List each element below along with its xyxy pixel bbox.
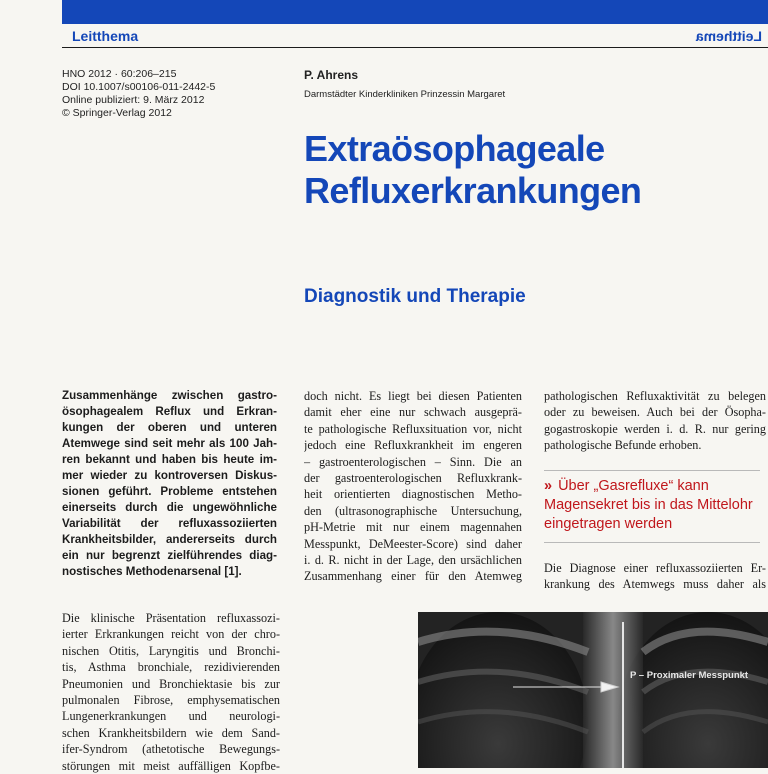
title-line-2: Refluxerkrankungen — [304, 170, 642, 211]
xray-image — [418, 612, 768, 768]
body-line: Die Diagnose einer refluxassoziierten Er- — [544, 561, 766, 575]
abstract-line: ein nur begrenzt zielführendes diag- — [62, 549, 277, 562]
author-affiliation: Darmstädter Kinderkliniken Prinzessin Margaret — [304, 89, 506, 100]
abstract-line: Zusammenhänge zwischen gastro- — [62, 389, 277, 402]
pull-quote — [544, 470, 760, 543]
article-subtitle: Diagnostik und Therapie — [304, 286, 526, 307]
abstract-line: Variabilität der refluxassoziierten — [62, 517, 277, 530]
body-line: pH-Metrie mit nur einem magennahen — [304, 520, 522, 535]
body-line: Messpunkt, DeMeester-Score) sind daher — [304, 536, 522, 551]
abstract-line: einerseits durch die ungewöhnliche — [62, 501, 277, 514]
body-line: i. d. R. nicht in der Lage, den ursächlichen — [304, 553, 522, 568]
figure-annotation: P – Proximaler Messpunkt — [630, 670, 749, 681]
body-line: te pathologische Refluxsituation vor, nicht — [304, 421, 522, 436]
double-chevron-icon: » — [544, 478, 553, 494]
body-line: pulmonalen Fibrose, emphysematischen — [62, 693, 280, 708]
article-title — [304, 128, 744, 212]
body-line: Lungenerkrankungen und neurologi- — [62, 709, 280, 724]
body-line: oder zu beweisen. Auch bei der Ösopha- — [544, 405, 766, 420]
body-column-2 — [304, 388, 522, 585]
body-line: Die klinische Präsentation refluxassozi- — [62, 611, 280, 625]
pull-quote-text: Über „Gasrefluxe“ kann — [558, 478, 709, 494]
body-line: pathologische Befunde erhoben. — [544, 438, 702, 453]
title-line-1: Extraösophageale — [304, 128, 605, 169]
body-line: jedoch eine Refluxkrankheit im engeren — [304, 438, 522, 453]
abstract-line: ösophagealem Reflux und Erkran- — [62, 405, 277, 418]
pull-quote-line — [544, 477, 760, 496]
publication-meta — [62, 68, 262, 120]
body-line: tis, Asthma bronchiale, rezidivierenden — [62, 660, 280, 675]
journal-citation: HNO 2012 · 60:206–215 — [62, 68, 177, 80]
body-line: schen Krankheitsbildern wie dem Sand- — [62, 725, 280, 740]
body-column-1 — [62, 610, 280, 774]
body-line: störungen mit meist auffälligen Kopfbe- — [62, 758, 280, 773]
body-line: gogastroskopie werden i. d. R. nur gering — [544, 421, 766, 436]
abstract — [62, 388, 277, 580]
abstract-line: ren bekannt und haben bis heute im- — [62, 453, 277, 466]
body-line: heit orientierten diagnostischen Metho- — [304, 487, 522, 502]
body-line: den (ultrasonographische Untersuchung, — [304, 503, 522, 518]
body-line: krankung des Atemwegs muss daher als — [544, 577, 766, 592]
copyright: © Springer-Verlag 2012 — [62, 107, 172, 119]
body-column-3-top — [544, 388, 766, 454]
body-line: Zusammenhang einer für den Atemweg — [304, 569, 522, 584]
abstract-line: Krankheitsbilder, andererseits durch — [62, 533, 277, 546]
body-line: doch nicht. Es liegt bei diesen Patienten — [304, 389, 522, 403]
body-line: Pneumonien und Bronchiektasie bis zur — [62, 676, 280, 691]
author-name: P. Ahrens — [304, 68, 359, 82]
abstract-line: Atemwege sind seit mehr als 100 Jah- — [62, 437, 277, 450]
section-label: Leitthema — [72, 28, 139, 44]
body-line: ifer-Syndrom (athetotische Bewegungs- — [62, 742, 280, 757]
body-column-3-bottom — [544, 560, 766, 593]
abstract-line: kungen der oberen und unteren — [62, 421, 277, 434]
body-line: damit eher eine nur schwach ausgeprä- — [304, 405, 522, 420]
header-color-bar — [62, 0, 768, 24]
body-line: der gastroenterologischen Refluxkrank- — [304, 471, 522, 486]
section-header — [62, 24, 768, 48]
pull-quote-line: Magensekret bis in das Mittelohr — [544, 497, 753, 513]
pull-quote-line: eingetragen werden — [544, 516, 673, 532]
doi: DOI 10.1007/s00106-011-2442-5 — [62, 81, 216, 93]
online-date: Online publiziert: 9. März 2012 — [62, 94, 205, 106]
body-line: – gastroenterologischen – Sinn. Die an — [304, 454, 522, 469]
abstract-line: sionen geführt. Probleme entstehen — [62, 485, 277, 498]
body-line: nischen Otitis, Laryngitis und Bronchi- — [62, 643, 280, 658]
body-line: pathologischen Refluxaktivität zu belegen — [544, 389, 766, 403]
abstract-line: mer wieder zu kontroversen Diskus- — [62, 469, 277, 482]
abstract-line: nostisches Methodenarsenal [1]. — [62, 565, 242, 578]
chest-xray-figure — [418, 612, 768, 768]
body-line: ierter Erkrankungen reicht von der chro- — [62, 627, 280, 642]
bleed-through-section-label: Leitthema — [695, 28, 762, 44]
